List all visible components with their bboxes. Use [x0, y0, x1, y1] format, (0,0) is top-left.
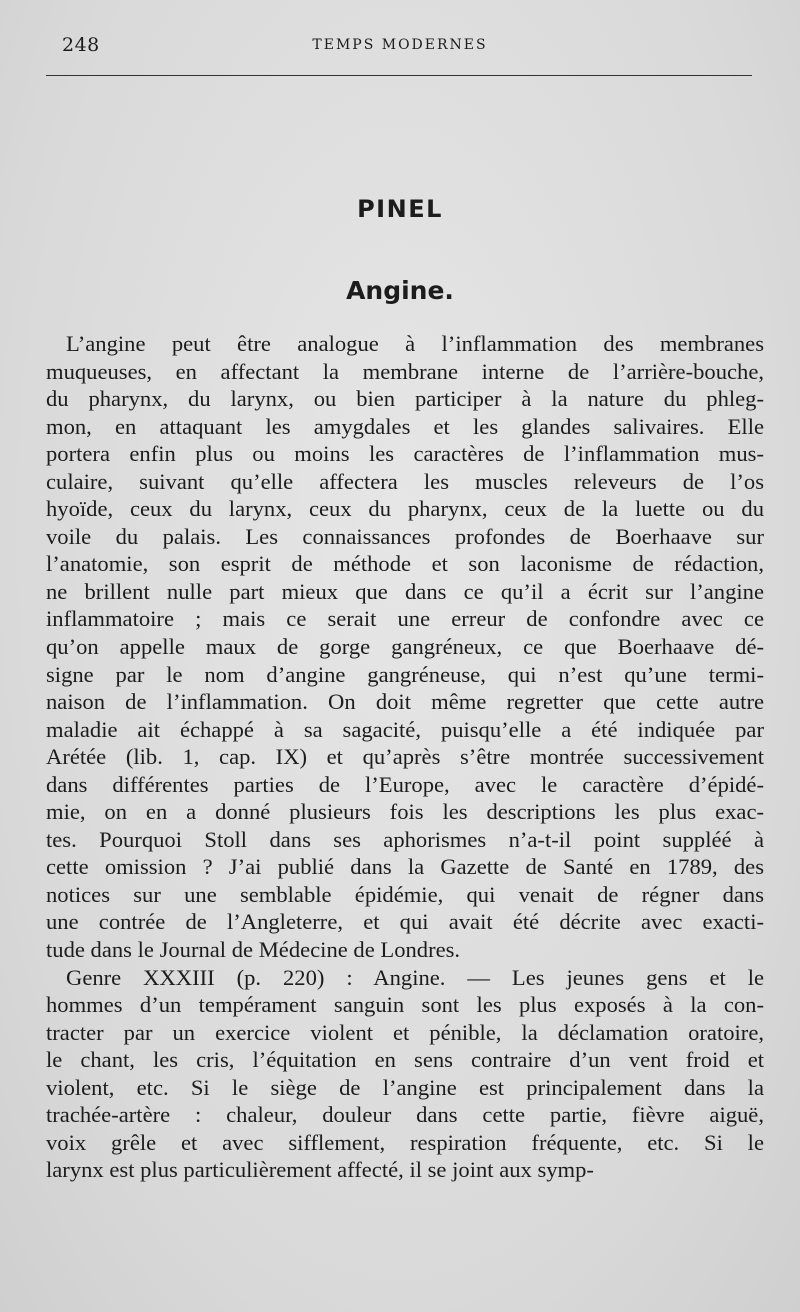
text-line: dans différentes parties de l’Europe, avec le caractère d’épidé- [46, 771, 764, 797]
text-line: violent, etc. Si le siège de l’angine est principalement dans la [46, 1074, 764, 1100]
running-head [0, 34, 800, 60]
text-line: portera enfin plus ou moins les caractères de l’inflammation mus- [46, 441, 764, 467]
text-line: du pharynx, du larynx, ou bien participer à la nature du phleg- [46, 386, 764, 412]
text-line: mie, on en a donné plusieurs fois les descriptions les plus exac- [46, 799, 764, 825]
text-line: culaire, suivant qu’elle affectera les muscles releveurs de l’os [46, 468, 764, 494]
page-number: 248 [62, 34, 100, 56]
text-line: voile du palais. Les connaissances profondes de Boerhaave sur [46, 523, 764, 549]
header-rule [46, 75, 752, 76]
author-heading: PINEL [357, 195, 443, 223]
section-title: Angine. [346, 276, 454, 305]
text-line: une contrée de l’Angleterre, et qui avait été décrite avec exacti- [46, 909, 764, 935]
body-text [46, 330, 764, 1184]
text-line: cette omission ? J’ai publié dans la Gazette de Santé en 1789, des [46, 854, 764, 880]
text-line: inflammatoire ; mais ce serait une erreur de confondre avec ce [46, 606, 764, 632]
text-line: Genre XXXIII (p. 220) : Angine. — Les jeunes gens et le [66, 964, 764, 990]
text-line: maladie ait échappé à sa sagacité, puisqu’elle a été indiquée par [46, 716, 764, 742]
paragraph [46, 964, 764, 1184]
text-line: le chant, les cris, l’équitation en sens contraire d’un vent froid et [46, 1047, 764, 1073]
text-line: naison de l’inflammation. On doit même regretter que cette autre [46, 689, 764, 715]
text-line: l’anatomie, son esprit de méthode et son laconisme de rédaction, [46, 551, 764, 577]
text-line: Arétée (lib. 1, cap. IX) et qu’après s’être montrée successivement [46, 744, 764, 770]
text-line: L’angine peut être analogue à l’inflammation des membranes [66, 331, 764, 356]
text-line: qu’on appelle maux de gorge gangréneux, ce que Boerhaave dé- [46, 634, 764, 660]
text-line: notices sur une semblable épidémie, qui venait de régner dans [46, 881, 764, 907]
text-line: voix grêle et avec sifflement, respiration fréquente, etc. Si le [46, 1129, 764, 1155]
text-line: hyoïde, ceux du larynx, ceux du pharynx, ceux de la luette ou du [46, 496, 764, 522]
text-line: mon, en attaquant les amygdales et les glandes salivaires. Elle [46, 413, 764, 439]
paragraph [46, 330, 764, 964]
text-line: trachée-artère : chaleur, douleur dans cette partie, fièvre aiguë, [46, 1102, 764, 1128]
text-line: hommes d’un tempérament sanguin sont les plus exposés à la con- [46, 992, 764, 1018]
text-line: tude dans le Journal de Médecine de Londres. [46, 937, 461, 963]
text-line: larynx est plus particulièrement affecté, il se joint aux symp- [46, 1157, 594, 1183]
text-line: signe par le nom d’angine gangréneuse, qui n’est qu’une termi- [46, 661, 764, 687]
text-line: muqueuses, en affectant la membrane interne de l’arrière-bouche, [46, 358, 764, 384]
text-line: ne brillent nulle part mieux que dans ce qu’il a écrit sur l’angine [46, 578, 764, 604]
running-title: TEMPS MODERNES [312, 37, 488, 53]
text-line: tes. Pourquoi Stoll dans ses aphorismes n’a-t-il point suppléé à [46, 826, 764, 852]
text-line: tracter par un exercice violent et pénible, la déclamation oratoire, [46, 1019, 764, 1045]
